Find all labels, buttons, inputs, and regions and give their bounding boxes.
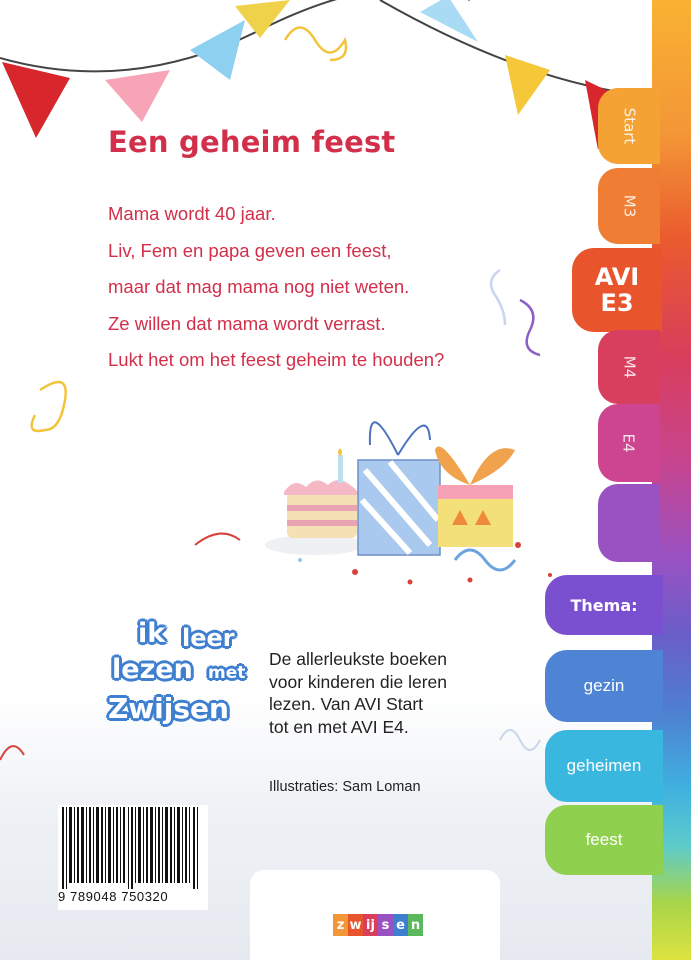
illustrator-credit: Illustraties: Sam Loman [269,779,421,795]
publisher-logo-letter: z [333,914,348,936]
theme-tab-geheimen: geheimen [545,730,663,802]
blurb-line: Liv, Fem en papa geven een feest, [108,239,392,261]
series-logo-word: met [208,663,246,683]
tab-level-empty [598,484,660,562]
isbn-number: 9 789048 750320 [58,889,169,904]
tab-level-m4 [598,330,660,404]
publisher-logo-letter: n [408,914,423,936]
theme-tab-gezin: gezin [545,650,663,722]
bunting-flag [105,70,170,122]
series-logo-word: leer [182,624,235,652]
publisher-logo-letter: s [378,914,393,936]
publisher-logo-letter: ij [363,914,378,936]
book-blurb [108,200,538,383]
barcode [58,805,208,910]
tab-level-e4 [598,404,660,482]
tab-label: E3 [600,289,634,317]
series-logo-word: Zwijsen [108,692,229,725]
tab-label: M3 [620,194,638,218]
series-logo-word: ik [138,618,166,649]
tab-label: AVI [594,263,640,291]
series-description: De allerleukste boeken voor kinderen die leren lezen. Van AVI Start tot en met AVI E4. [269,649,448,737]
tab-label: E4 [620,433,638,453]
blue-gift-illustration [358,422,440,555]
series-logo [104,618,254,738]
bunting-flag [2,62,70,138]
tab-level-start [598,88,660,164]
tab-label: M4 [620,355,638,379]
bunting-flag [190,20,245,80]
theme-heading: Thema: [545,575,663,635]
blurb-line: Mama wordt 40 jaar. [108,203,276,224]
tab-level-m3 [598,168,660,244]
publisher-logo [333,914,423,936]
bunting-flag [505,55,550,115]
book-title: Een geheim feest [108,125,396,159]
blurb-line: Ze willen dat mama wordt verrast. [108,312,386,334]
tab-label: Start [620,107,638,145]
blurb-line: Lukt het om het feest geheim te houden? [108,349,445,370]
birthday-cake-illustration [265,448,365,555]
tab-level-avi-e3-active [572,248,662,332]
publisher-logo-letter: w [348,914,363,936]
theme-tab-feest: feest [545,805,663,875]
publisher-logo-letter: e [393,914,408,936]
yellow-gift-illustration [435,447,515,570]
blurb-line: maar dat mag mama nog niet weten. [108,276,410,297]
series-logo-word: lezen [112,654,193,685]
barcode-bars-icon [62,807,204,889]
